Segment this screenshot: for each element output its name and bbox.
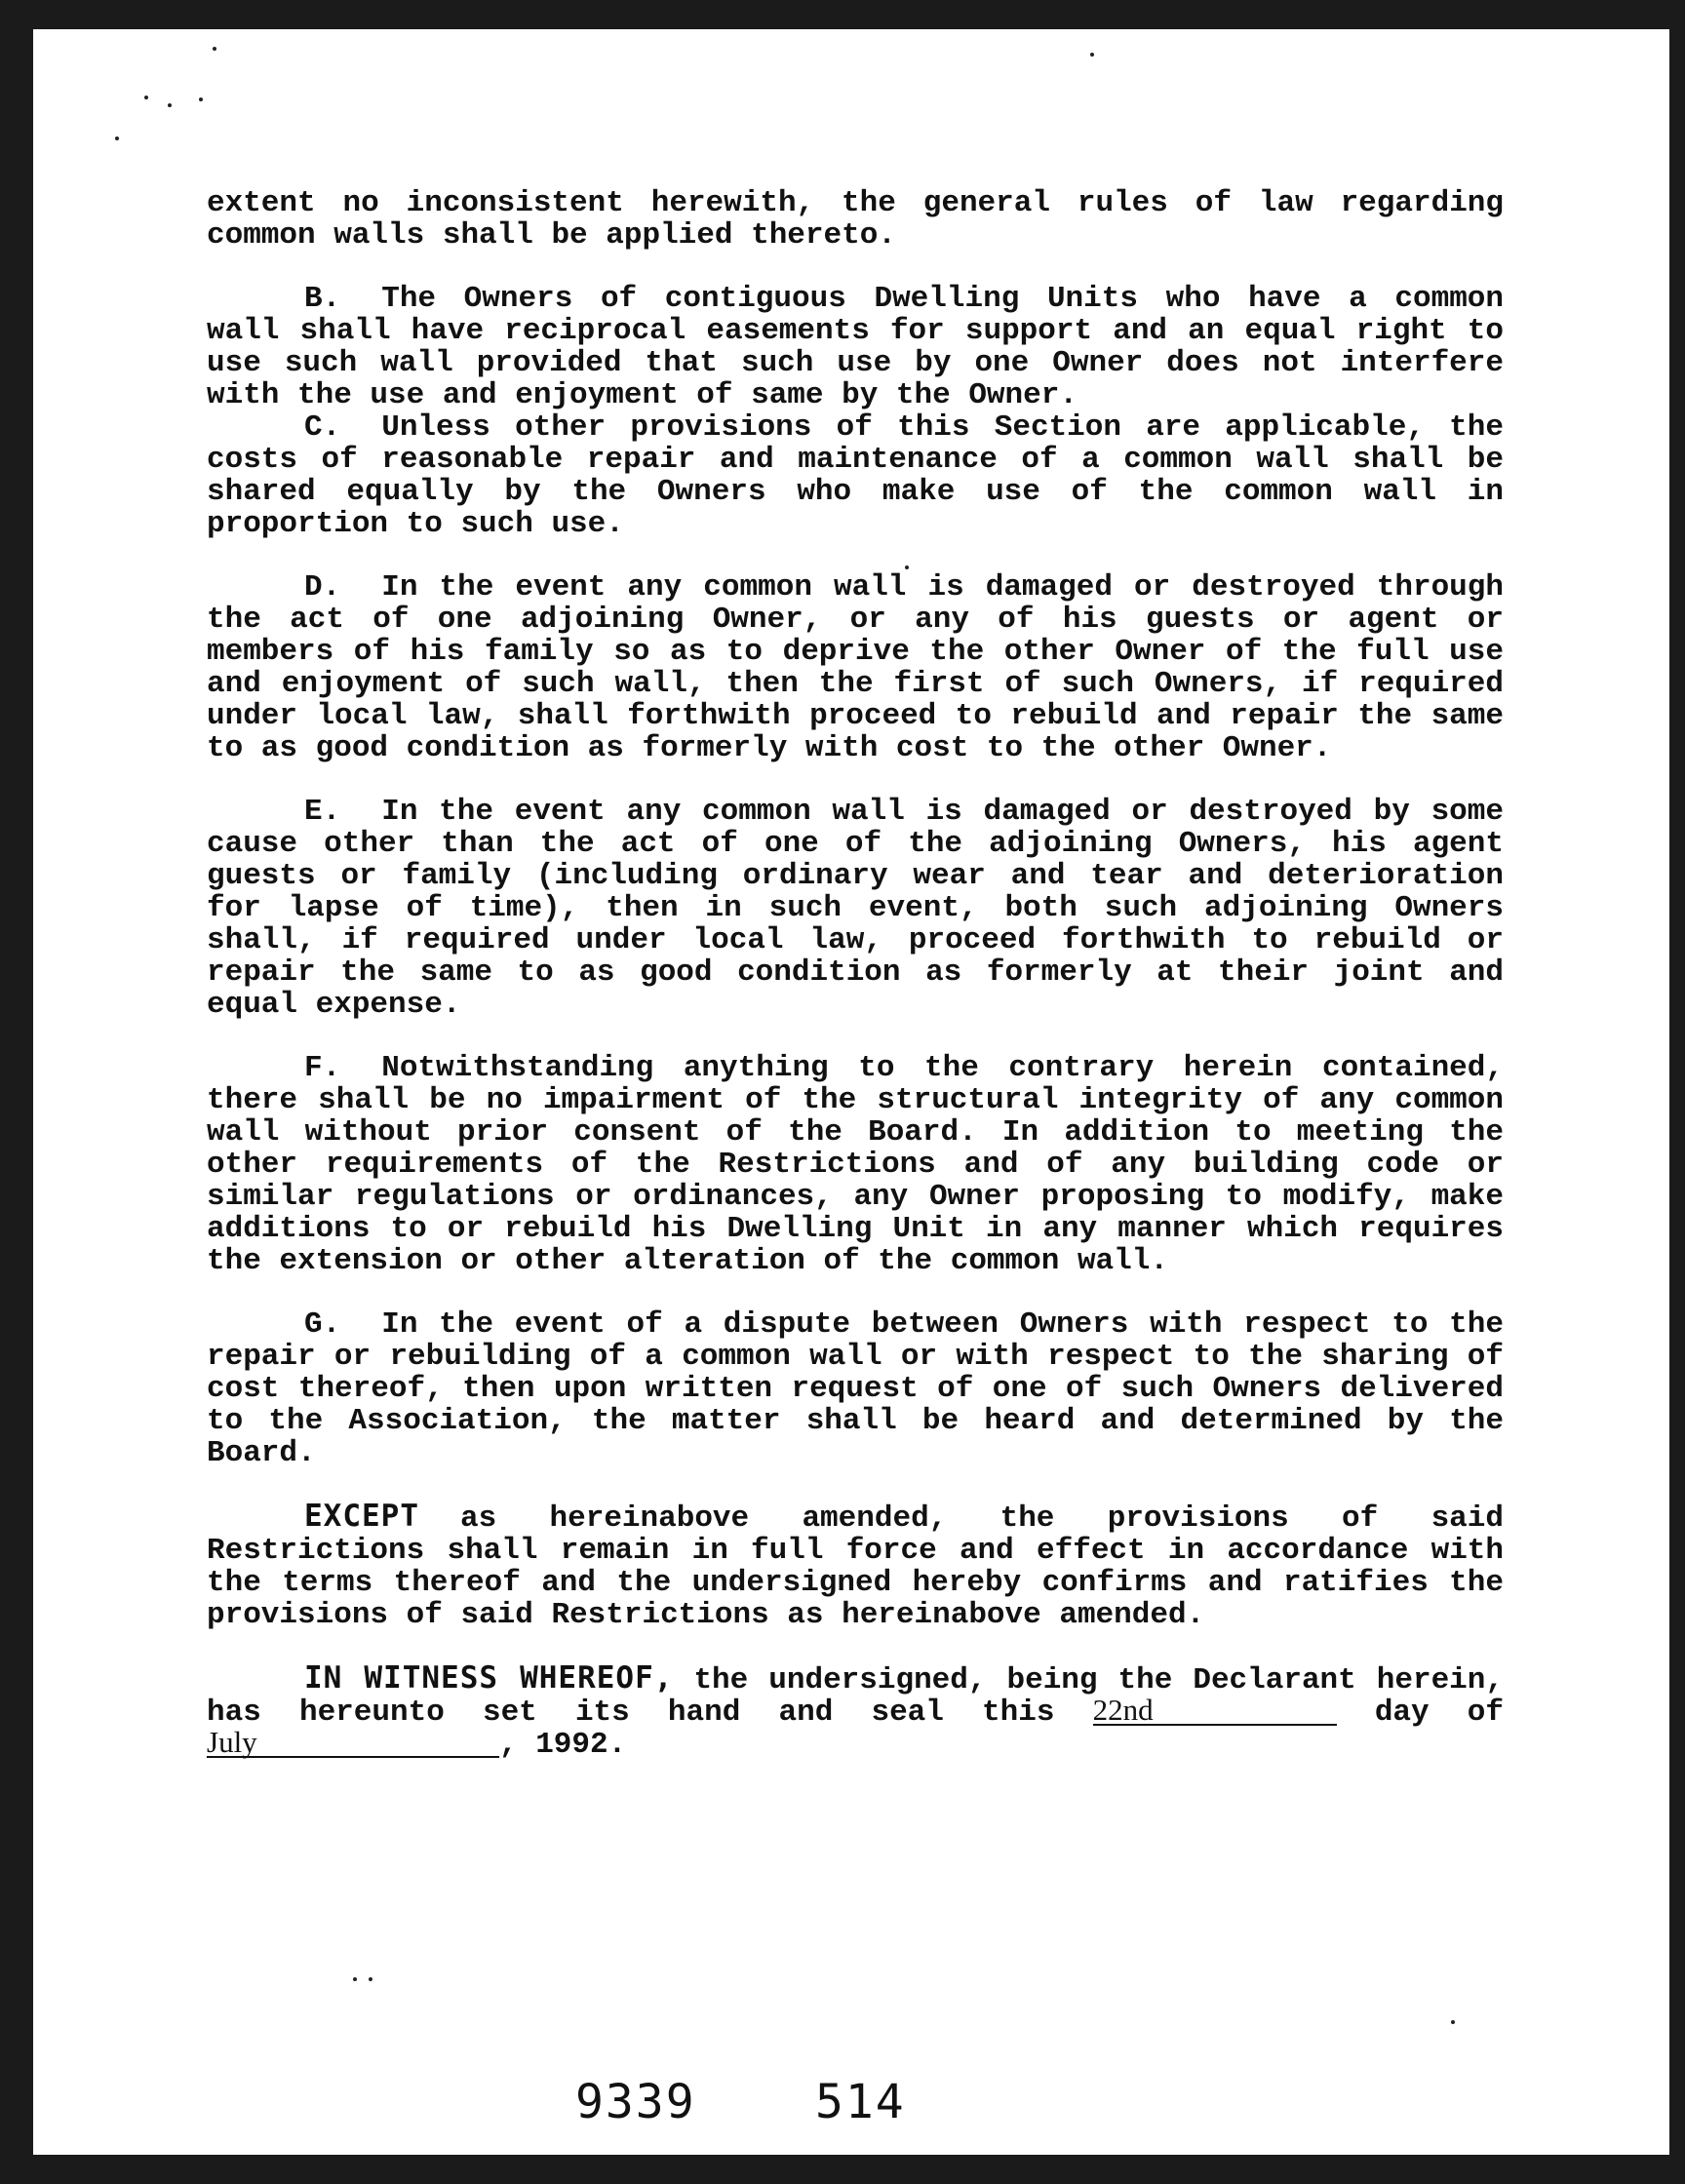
scan-speck <box>199 98 203 101</box>
scan-speck <box>1090 53 1094 57</box>
scan-speck <box>905 566 909 569</box>
section-b-text: The Owners of contiguous Dwelling Units who have a common wall shall have reciprocal easements for support and an equal right to use such wall provided that such use by one Owner does not interfere with the use and enjoyment of same by the Owner. <box>207 282 1504 412</box>
section-c-text: Unless other provisions of this Section are applicable, the costs of reasonable repair and maintenance of a common wall shall be shared equally by the Owners who make use of the common wall in proportion to such use. <box>207 410 1504 541</box>
section-g <box>207 1308 1504 1469</box>
section-b-letter: B. <box>304 282 341 316</box>
witness-text: the undersigned, being the Declarant herein, has hereunto set its hand and seal this <box>207 1663 1504 1730</box>
section-d-letter: D. <box>304 570 341 604</box>
section-g-text: In the event of a dispute between Owners with respect to the repair or rebuilding of a common wall or with respect to the sharing of cost thereof, then upon written request of one of such Owners delivered to the Association, the matter shall be heard and determined by the Board. <box>207 1307 1504 1470</box>
section-e <box>207 796 1504 1021</box>
section-f-letter: F. <box>304 1051 341 1085</box>
witness-lead: IN WITNESS WHEREOF, <box>304 1660 674 1696</box>
day-blank: 22nd <box>1093 1696 1337 1726</box>
except-lead: EXCEPT <box>304 1499 419 1534</box>
witness-year: , 1992. <box>499 1728 627 1762</box>
page-number: 514 <box>815 2075 906 2129</box>
scan-speck <box>1451 2020 1455 2024</box>
section-f <box>207 1052 1504 1277</box>
section-d <box>207 571 1504 764</box>
section-e-letter: E. <box>304 795 341 829</box>
scan-speck <box>144 96 148 99</box>
scan-speck <box>115 136 119 140</box>
scan-speck <box>168 103 172 107</box>
book-number: 9339 <box>575 2075 696 2129</box>
lead-text: extent no inconsistent herewith, the general rules of law regarding common walls shall be applied thereto. <box>207 186 1504 253</box>
witness-day-of: day of <box>1374 1696 1504 1730</box>
witness-paragraph <box>207 1662 1504 1761</box>
section-g-letter: G. <box>304 1307 341 1342</box>
except-text: as hereinabove amended, the provisions of said Restrictions shall remain in full force and effect in accordance with the terms thereof and the undersigned hereby confirms and ratifies the provisions of said Restrictions as hereinabove amended. <box>207 1502 1504 1632</box>
scan-speck <box>369 1977 372 1981</box>
section-e-text: In the event any common wall is damaged or destroyed by some cause other than the act of one of the adjoining Owners, his agent guests or family (including ordinary wear and tear and deterioration for lapse of time), then in such event, both such adjoining Owners shall, if required under local law, proceed forthwith to rebuild or repair the same to as good condition as formerly at their joint and equal expense. <box>207 795 1504 1022</box>
section-b <box>207 283 1504 411</box>
month-blank: July <box>207 1729 499 1758</box>
section-d-text: In the event any common wall is damaged or destroyed through the act of one adjoining Owner, or any of his guests or agent or members of his family so as to deprive the other Owner of the full use and enjoyment of such wall, then the first of such Owners, if required under local law, shall forthwith proceed to rebuild and repair the same to as good condition as formerly with cost to the other Owner. <box>207 570 1504 765</box>
scan-speck <box>213 47 216 51</box>
scan-speck <box>353 1977 357 1981</box>
document-body <box>207 187 1504 1792</box>
section-c <box>207 411 1504 540</box>
except-paragraph <box>207 1501 1504 1631</box>
section-f-text: Notwithstanding anything to the contrary herein contained, there shall be no impairment of the structural integrity of any common wall without prior consent of the Board. In addition to meeting the other requirements of the Restrictions and of any building code or similar regulations or ordinances, any Owner proposing to modify, make additions to or rebuild his Dwelling Unit in any manner which requires the extension or other alteration of the common wall. <box>207 1051 1504 1278</box>
lead-paragraph <box>207 187 1504 252</box>
section-c-letter: C. <box>304 410 341 445</box>
